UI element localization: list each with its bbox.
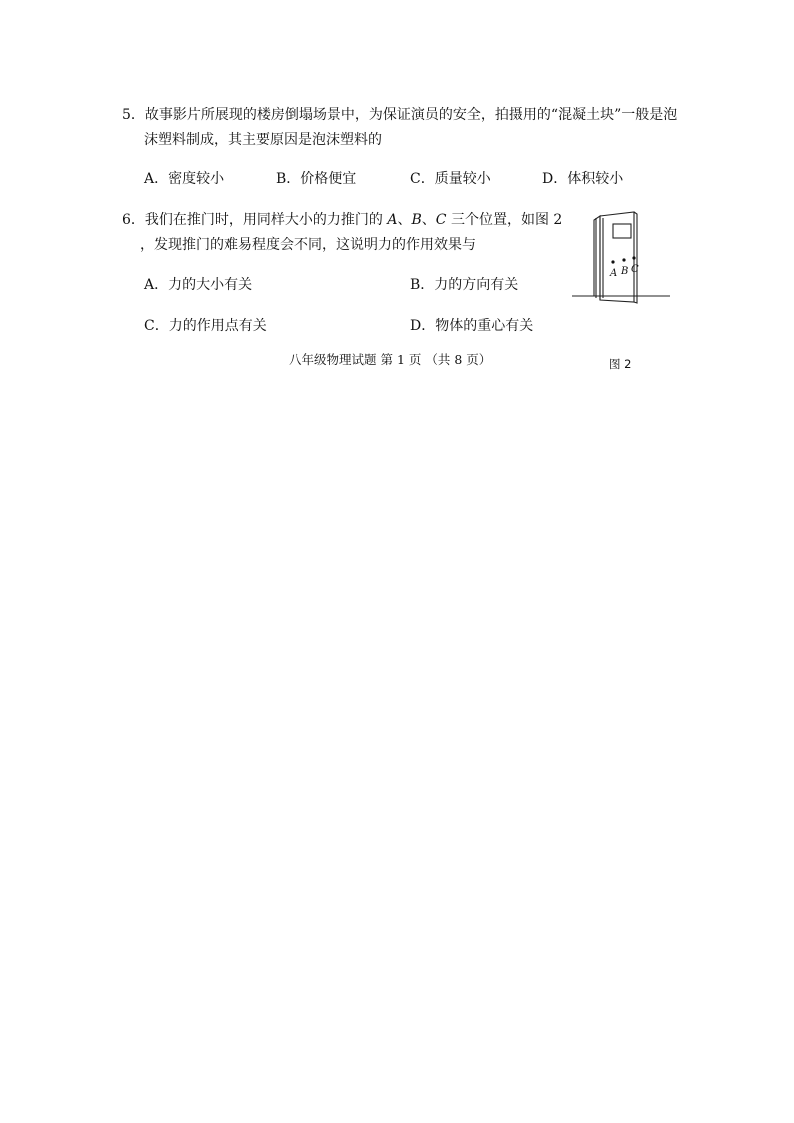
point-b-dot [622, 258, 625, 261]
q6-option-d-label: D． [410, 318, 436, 334]
door-window [613, 224, 631, 238]
q5-option-d-label: D． [542, 171, 568, 187]
q6-option-b-label: B． [410, 277, 435, 293]
q6-option-d-text: 物体的重心有关 [435, 318, 534, 334]
q5-option-c-label: C． [410, 171, 435, 187]
q5-option-c [410, 169, 491, 189]
q6-option-a [144, 275, 252, 295]
q5-line1 [122, 105, 677, 125]
q5-option-b [276, 169, 356, 189]
q5-option-d [542, 169, 623, 189]
q5-option-c-text: 质量较小 [434, 171, 491, 187]
figure-caption: 图 2 [609, 357, 632, 371]
q5-option-d-text: 体积较小 [567, 171, 624, 187]
q6-number: 6． [122, 212, 145, 228]
q6-option-b [410, 275, 518, 295]
q5-option-a-label: A． [144, 171, 169, 187]
door-figure [570, 210, 674, 306]
q6-text-pre: 我们在推门时，用同样大小的力推门的 [144, 212, 388, 228]
q6-option-a-text: 力的大小有关 [168, 277, 253, 293]
door-drawing [572, 212, 670, 303]
q6-text-post: 三个位置，如图 2 [446, 212, 563, 228]
point-c-label: C [631, 264, 639, 275]
q6-line1 [122, 210, 562, 230]
q5-option-a [144, 169, 224, 189]
q6-option-c [144, 316, 267, 336]
q6-option-a-label: A． [144, 277, 169, 293]
q6-point-b: B [411, 212, 422, 228]
q5-text-line1: 故事影片所展现的楼房倒塌场景中，为保证演员的安全，拍摄用的“混凝土块”一般是泡 [144, 107, 678, 123]
q6-point-c: C [435, 212, 447, 228]
door-frame [594, 216, 600, 300]
q6-option-c-text: 力的作用点有关 [168, 318, 267, 334]
q5-number: 5． [122, 107, 145, 123]
q5-option-a-text: 密度较小 [168, 171, 225, 187]
q6-option-c-label: C． [144, 318, 169, 334]
point-a-dot [611, 260, 614, 263]
q5-option-b-label: B． [276, 171, 301, 187]
point-b-label: B [621, 266, 629, 277]
q6-sep1: 、 [397, 212, 412, 228]
q6-sep2: 、 [421, 212, 436, 228]
q6-option-d [410, 316, 533, 336]
door-panel [600, 212, 634, 302]
q5-option-b-text: 价格便宜 [300, 171, 357, 187]
point-a-label: A [610, 268, 618, 279]
q6-point-a: A [387, 212, 398, 228]
page-footer: 八年级物理试题 第 1 页 （共 8 页） [289, 352, 492, 367]
q5-line2: 沫塑料制成，其主要原因是泡沫塑料的 [144, 132, 382, 148]
q6-line2: ，发现推门的难易程度会不同，这说明力的作用效果与 [140, 237, 476, 253]
point-c-dot [632, 256, 635, 259]
q6-option-b-text: 力的方向有关 [434, 277, 519, 293]
